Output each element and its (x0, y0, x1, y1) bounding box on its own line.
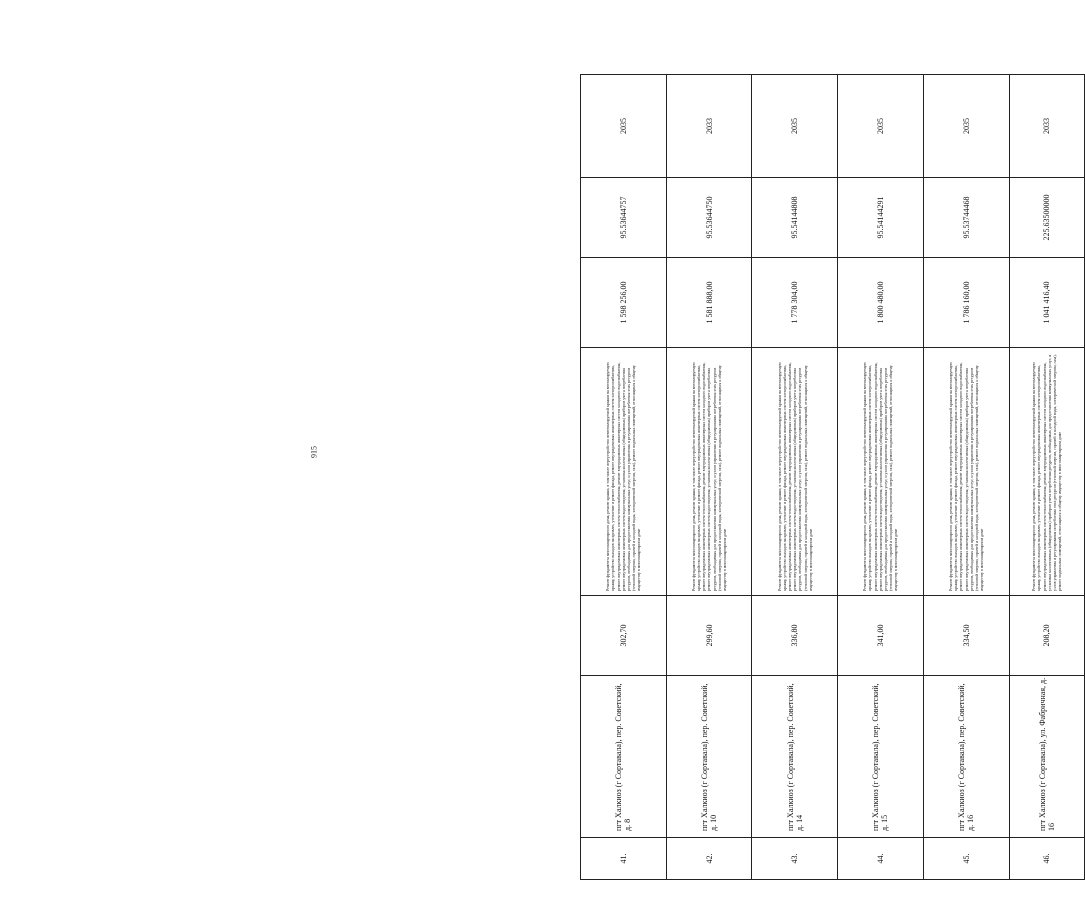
row-number: 41. (581, 838, 667, 880)
table-row (838, 75, 924, 880)
table-row (666, 75, 752, 880)
area-cell: 299,60 (666, 596, 752, 676)
rotated-table-container (580, 75, 1085, 880)
year-cell: 2035 (581, 75, 667, 178)
year-cell: 2035 (752, 75, 838, 178)
row-number: 45. (923, 838, 1009, 880)
table-row (1009, 75, 1084, 880)
cost-cell: 1 778 304,00 (752, 258, 838, 348)
cost-cell: 1 800 480,00 (838, 258, 924, 348)
cost-cell: 1 041 416,40 (1009, 258, 1084, 348)
table-row (923, 75, 1009, 880)
page-number: 915 (309, 446, 319, 458)
cost-cell: 1 786 160,00 (923, 258, 1009, 348)
cost-cell: 1 598 256,00 (581, 258, 667, 348)
specific-cost-cell: 95.53644757 (581, 178, 667, 258)
works-cell: Ремонт фундамента многоквартирного дома, ремонт крыши, в том числе переустройство невентилируемой крыши на вентилируемую крышу, устройство выходов на кровлю, утепление и ремонт фасада, ремонт внутридомовых инженерных систем электроснабжения, ремонт внутридомовых инженерных систем теплоснабжения, ремонт внутридомовых инженерных систем холодного водоснабжения, ремонт внутридомовых инженерных систем водоотведения, установка коллективных (общедомовых) приборов учета потребления ресурсов, необходимых для предоставления коммунальных услуг, и узлов управления и регулирования потребления этих ресурсов (тепловой энергии, горячей и холодной воды, электрической энергии, газа), ремонт подвальных помещений, относящихся к общему имуществу в многоквартирном доме (666, 348, 752, 596)
table-row (581, 75, 667, 880)
address-cell: пгт Халкиоз (г Сортавала), ул. Фабричная, д. 16 (1009, 676, 1084, 838)
row-number: 46. (1009, 838, 1084, 880)
cost-cell: 1 581 888,00 (666, 258, 752, 348)
year-cell: 2033 (1009, 75, 1084, 178)
specific-cost-cell: 95.53644750 (666, 178, 752, 258)
repair-program-table (580, 74, 1085, 880)
address-cell: пгт Халкиоз (г Сортавала), пер. Советский, д. 10 (666, 676, 752, 838)
area-cell: 336,80 (752, 596, 838, 676)
area-cell: 341,00 (838, 596, 924, 676)
works-cell: Ремонт фундамента многоквартирного дома, ремонт крыши, в том числе переустройство невентилируемой крыши на вентилируемую крышу, устройство выходов на кровлю, утепление и ремонт фасада, ремонт внутридомовых инженерных систем электроснабжения, ремонт внутридомовых инженерных систем теплоснабжения, ремонт внутридомовых инженерных систем холодного водоснабжения, ремонт внутридомовых инженерных систем водоотведения, установка коллективных (общедомовых) приборов учета потребления ресурсов, необходимых для предоставления коммунальных услуг, и узлов управления и регулирования потребления этих ресурсов (тепловой энергии, горячей и холодной воды, электрической энергии, газа), ремонт подвальных помещений, относящихся к общему имуществу в многоквартирном доме (923, 348, 1009, 596)
area-cell: 208,20 (1009, 596, 1084, 676)
table-row (752, 75, 838, 880)
specific-cost-cell: 95.54144808 (752, 178, 838, 258)
year-cell: 2033 (666, 75, 752, 178)
works-cell: Ремонт фундамента многоквартирного дома, ремонт крыши, в том числе переустройство невентилируемой крыши на вентилируемую крышу, устройство выходов на кровлю, утепление и ремонт фасада, ремонт внутридомовых инженерных систем электроснабжения, ремонт внутридомовых инженерных систем теплоснабжения, ремонт внутридомовых инженерных систем холодного водоснабжения, установка коллективных (общедомовых) приборов учета потребления ресурсов, необходимых для предоставления коммунальных услуг, и узлов управления и регулирования потребления этих ресурсов (тепловой энергии, горячей и холодной воды, электрической энергии, газа), ремонт подвальных помещений, относящихся к общему имуществу в многоквартирном доме (1009, 348, 1084, 596)
address-cell: пгт Халкиоз (г Сортавала), пер. Советский, д. 16 (923, 676, 1009, 838)
area-cell: 302,70 (581, 596, 667, 676)
works-cell: Ремонт фундамента многоквартирного дома, ремонт крыши, в том числе переустройство невентилируемой крыши на вентилируемую крышу, устройство выходов на кровлю, утепление и ремонт фасада, ремонт внутридомовых инженерных систем электроснабжения, ремонт внутридомовых инженерных систем теплоснабжения, ремонт внутридомовых инженерных систем холодного водоснабжения, ремонт внутридомовых инженерных систем водоотведения, установка коллективных (общедомовых) приборов учета потребления ресурсов, необходимых для предоставления коммунальных услуг, и узлов управления и регулирования потребления этих ресурсов (тепловой энергии, горячей и холодной воды, электрической энергии, газа), ремонт подвальных помещений, относящихся к общему имуществу в многоквартирном доме (838, 348, 924, 596)
address-cell: пгт Халкиоз (г Сортавала), пер. Советский, д. 14 (752, 676, 838, 838)
specific-cost-cell: 225.63500000 (1009, 178, 1084, 258)
row-number: 44. (838, 838, 924, 880)
address-cell: пгт Халкиоз (г Сортавала), пер. Советский, д. 15 (838, 676, 924, 838)
row-number: 43. (752, 838, 838, 880)
table-body (581, 75, 1085, 880)
specific-cost-cell: 95.54144291 (838, 178, 924, 258)
year-cell: 2035 (923, 75, 1009, 178)
works-cell: Ремонт фундамента многоквартирного дома, ремонт крыши, в том числе переустройство невентилируемой крыши на вентилируемую крышу, устройство выходов на кровлю, утепление и ремонт фасада, ремонт внутридомовых инженерных систем электроснабжения, ремонт внутридомовых инженерных систем теплоснабжения, ремонт внутридомовых инженерных систем холодного водоснабжения, ремонт внутридомовых инженерных систем водоотведения, установка коллективных (общедомовых) приборов учета потребления ресурсов, необходимых для предоставления коммунальных услуг, и узлов управления и регулирования потребления этих ресурсов (тепловой энергии, горячей и холодной воды, электрической энергии, газа), ремонт подвальных помещений, относящихся к общему имуществу в многоквартирном доме (752, 348, 838, 596)
area-cell: 334,50 (923, 596, 1009, 676)
works-cell: Ремонт фундамента многоквартирного дома, ремонт крыши, в том числе переустройство невентилируемой крыши на вентилируемую крышу, устройство выходов на кровлю, утепление и ремонт фасада, ремонт внутридомовых инженерных систем электроснабжения, ремонт внутридомовых инженерных систем теплоснабжения, ремонт внутридомовых инженерных систем холодного водоснабжения, ремонт внутридомовых инженерных систем водоотведения, установка коллективных (общедомовых) приборов учета потребления ресурсов, необходимых для предоставления коммунальных услуг, и узлов управления и регулирования потребления этих ресурсов (тепловой энергии, горячей и холодной воды, электрической энергии, газа), ремонт подвальных помещений, относящихся к общему имуществу в многоквартирном доме (581, 348, 667, 596)
row-number: 42. (666, 838, 752, 880)
specific-cost-cell: 95.53744468 (923, 178, 1009, 258)
year-cell: 2035 (838, 75, 924, 178)
address-cell: пгт Халкиоз (г Сортавала), пер. Советский, д. 8 (581, 676, 667, 838)
